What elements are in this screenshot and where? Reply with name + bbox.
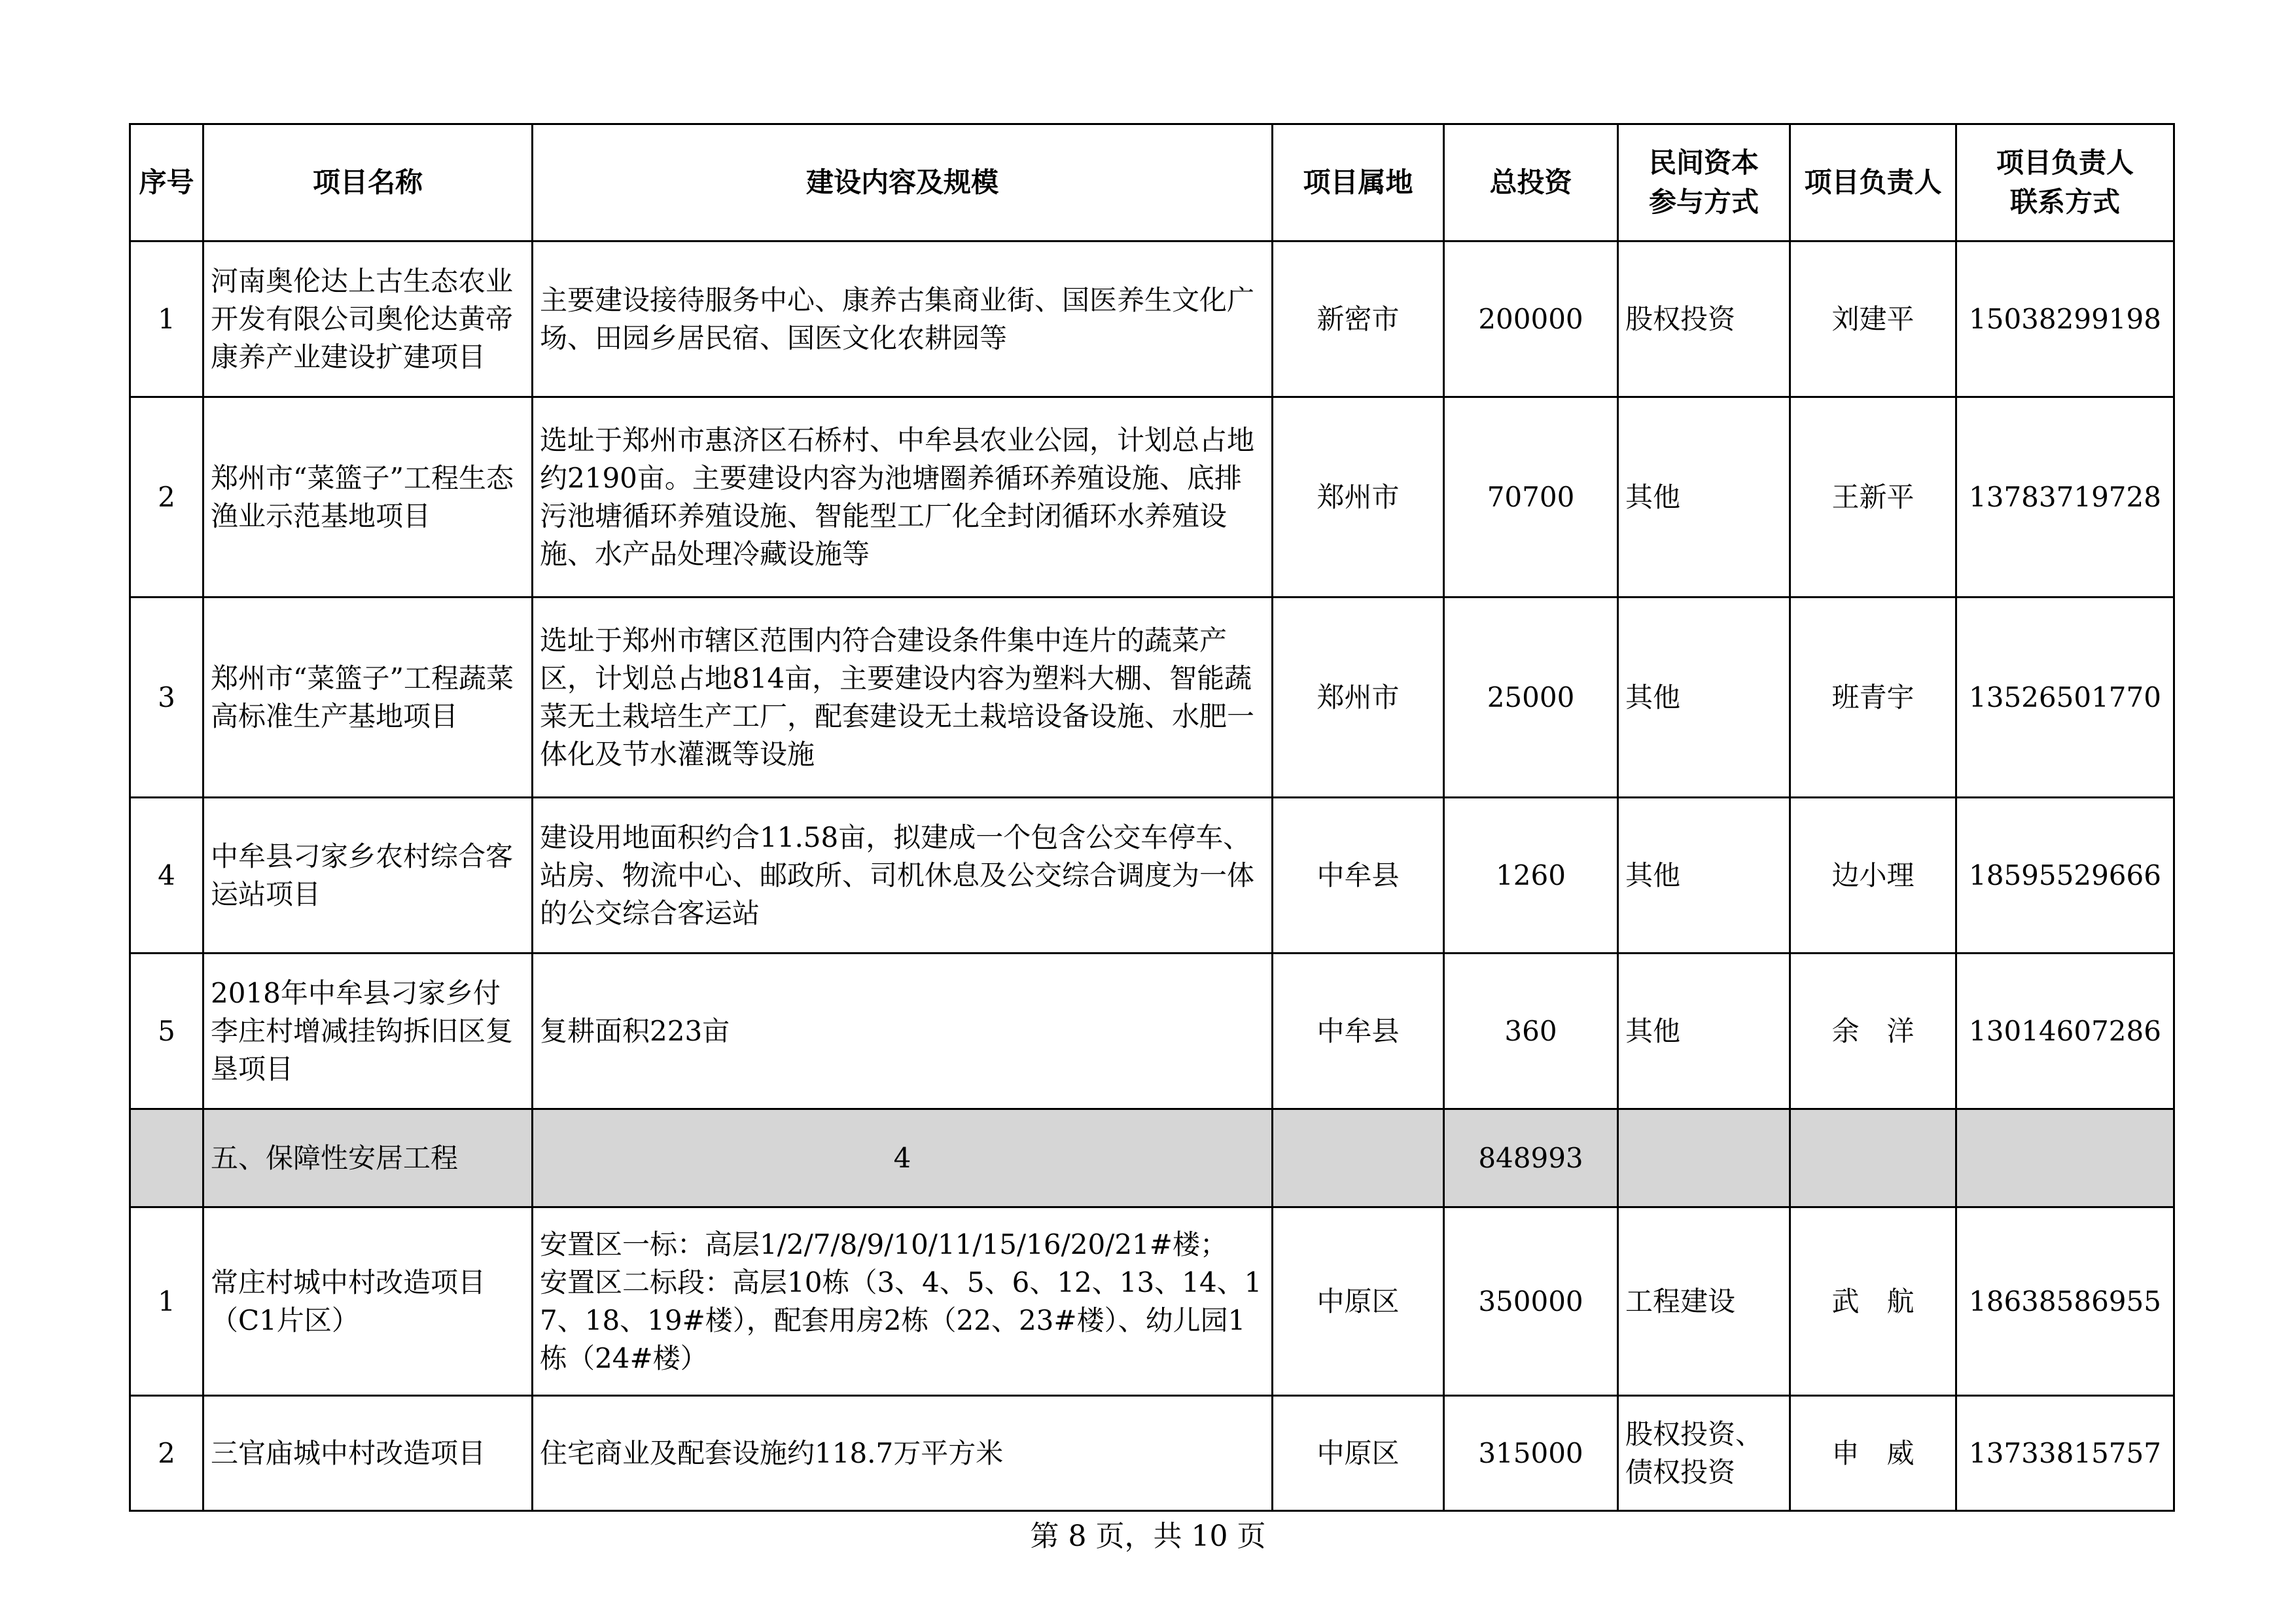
cell-manager: 刘建平 [1790,241,1956,397]
cell-manager: 王新平 [1790,397,1956,597]
cell-name: 2018年中牟县刁家乡付李庄村增减挂钩拆旧区复垦项目 [203,954,533,1109]
cell-mode: 股权投资、债权投资 [1618,1396,1790,1511]
cell-mode: 其他 [1618,954,1790,1109]
cell-contact: 13783719728 [1956,397,2174,597]
cell-contact: 18638586955 [1956,1207,2174,1396]
cell-investment: 70700 [1444,397,1618,597]
cell-content-line1: 安置区一标：高层1/2/7/8/9/10/11/15/16/20/21#楼； [540,1228,1227,1260]
cell-investment: 360 [1444,954,1618,1109]
header-mode [1618,124,1790,241]
cell-location: 中原区 [1273,1396,1444,1511]
section-contact [1956,1109,2174,1207]
cell-contact: 13526501770 [1956,597,2174,798]
cell-location: 郑州市 [1273,597,1444,798]
cell-manager: 申 威 [1790,1396,1956,1511]
header-row [130,124,2174,241]
cell-no: 1 [130,241,203,397]
cell-name: 郑州市“菜篮子”工程蔬菜高标准生产基地项目 [203,597,533,798]
cell-no: 2 [130,1396,203,1511]
cell-content: 选址于郑州市辖区范围内符合建设条件集中连片的蔬菜产区，计划总占地814亩，主要建设内容为塑料大棚、智能蔬菜无土栽培生产工厂，配套建设无土栽培设备设施、水肥一体化及节水灌溉等设施 [533,597,1273,798]
cell-mode: 股权投资 [1618,241,1790,397]
cell-manager: 边小理 [1790,798,1956,954]
cell-investment: 350000 [1444,1207,1618,1396]
cell-mode: 工程建设 [1618,1207,1790,1396]
cell-manager: 班青宇 [1790,597,1956,798]
cell-content: 选址于郑州市惠济区石桥村、中牟县农业公园，计划总占地约2190亩。主要建设内容为池塘圈养循环养殖设施、底排污池塘循环养殖设施、智能型工厂化全封闭循环水养殖设施、水产品处理冷藏设施等 [533,397,1273,597]
cell-investment: 200000 [1444,241,1618,397]
cell-no: 3 [130,597,203,798]
page-footer: 第 8 页，共 10 页 [1030,1520,1266,1553]
header-name: 项目名称 [203,124,533,241]
cell-manager: 余 洋 [1790,954,1956,1109]
header-mode-line1: 民间资本 [1648,147,1759,179]
cell-contact: 13014607286 [1956,954,2174,1109]
header-contact [1956,124,2174,241]
header-contact-line1: 项目负责人 [1996,147,2134,179]
header-contact-line2: 联系方式 [2009,186,2120,218]
header-location: 项目属地 [1273,124,1444,241]
cell-investment: 315000 [1444,1396,1618,1511]
header-mode-line2: 参与方式 [1648,186,1759,218]
cell-location: 郑州市 [1273,397,1444,597]
table-row [130,798,2174,954]
section-manager [1790,1109,1956,1207]
cell-contact: 18595529666 [1956,798,2174,954]
header-content: 建设内容及规模 [533,124,1273,241]
cell-location: 中牟县 [1273,798,1444,954]
cell-mode: 其他 [1618,397,1790,597]
section-location [1273,1109,1444,1207]
cell-manager: 武 航 [1790,1207,1956,1396]
table-row [130,1207,2174,1396]
cell-name: 常庄村城中村改造项目（C1片区） [203,1207,533,1396]
cell-content: 建设用地面积约合11.58亩，拟建成一个包含公交车停车、站房、物流中心、邮政所、司机休息及公交综合调度为一体的公交综合客运站 [533,798,1273,954]
header-investment: 总投资 [1444,124,1618,241]
cell-contact: 15038299198 [1956,241,2174,397]
cell-no: 4 [130,798,203,954]
cell-name: 三官庙城中村改造项目 [203,1396,533,1511]
cell-content [533,1207,1273,1396]
section-name: 五、保障性安居工程 [203,1109,533,1207]
project-table [129,123,2175,1512]
cell-content: 复耕面积223亩 [533,954,1273,1109]
cell-content: 主要建设接待服务中心、康养古集商业街、国医养生文化广场、田园乡居民宿、国医文化农耕园等 [533,241,1273,397]
header-manager: 项目负责人 [1790,124,1956,241]
table-row [130,1396,2174,1511]
cell-name: 河南奥伦达上古生态农业开发有限公司奥伦达黄帝康养产业建设扩建项目 [203,241,533,397]
section-investment: 848993 [1444,1109,1618,1207]
cell-no: 1 [130,1207,203,1396]
cell-no: 2 [130,397,203,597]
table-row [130,954,2174,1109]
cell-content: 住宅商业及配套设施约118.7万平方米 [533,1396,1273,1511]
section-no [130,1109,203,1207]
table-row [130,597,2174,798]
cell-investment: 1260 [1444,798,1618,954]
section-count: 4 [533,1109,1273,1207]
table-row [130,241,2174,397]
cell-contact: 13733815757 [1956,1396,2174,1511]
cell-location: 新密市 [1273,241,1444,397]
section-row [130,1109,2174,1207]
cell-investment: 25000 [1444,597,1618,798]
cell-no: 5 [130,954,203,1109]
cell-content-line2: 安置区二标段：高层10栋（3、4、5、6、12、13、14、17、18、19#楼），配套用房2栋（22、23#楼）、幼儿园1栋（24#楼） [540,1266,1262,1374]
section-mode [1618,1109,1790,1207]
cell-location: 中原区 [1273,1207,1444,1396]
cell-name: 郑州市“菜篮子”工程生态渔业示范基地项目 [203,397,533,597]
cell-location: 中牟县 [1273,954,1444,1109]
cell-mode: 其他 [1618,597,1790,798]
header-no: 序号 [130,124,203,241]
table-row [130,397,2174,597]
cell-mode: 其他 [1618,798,1790,954]
cell-name: 中牟县刁家乡农村综合客运站项目 [203,798,533,954]
